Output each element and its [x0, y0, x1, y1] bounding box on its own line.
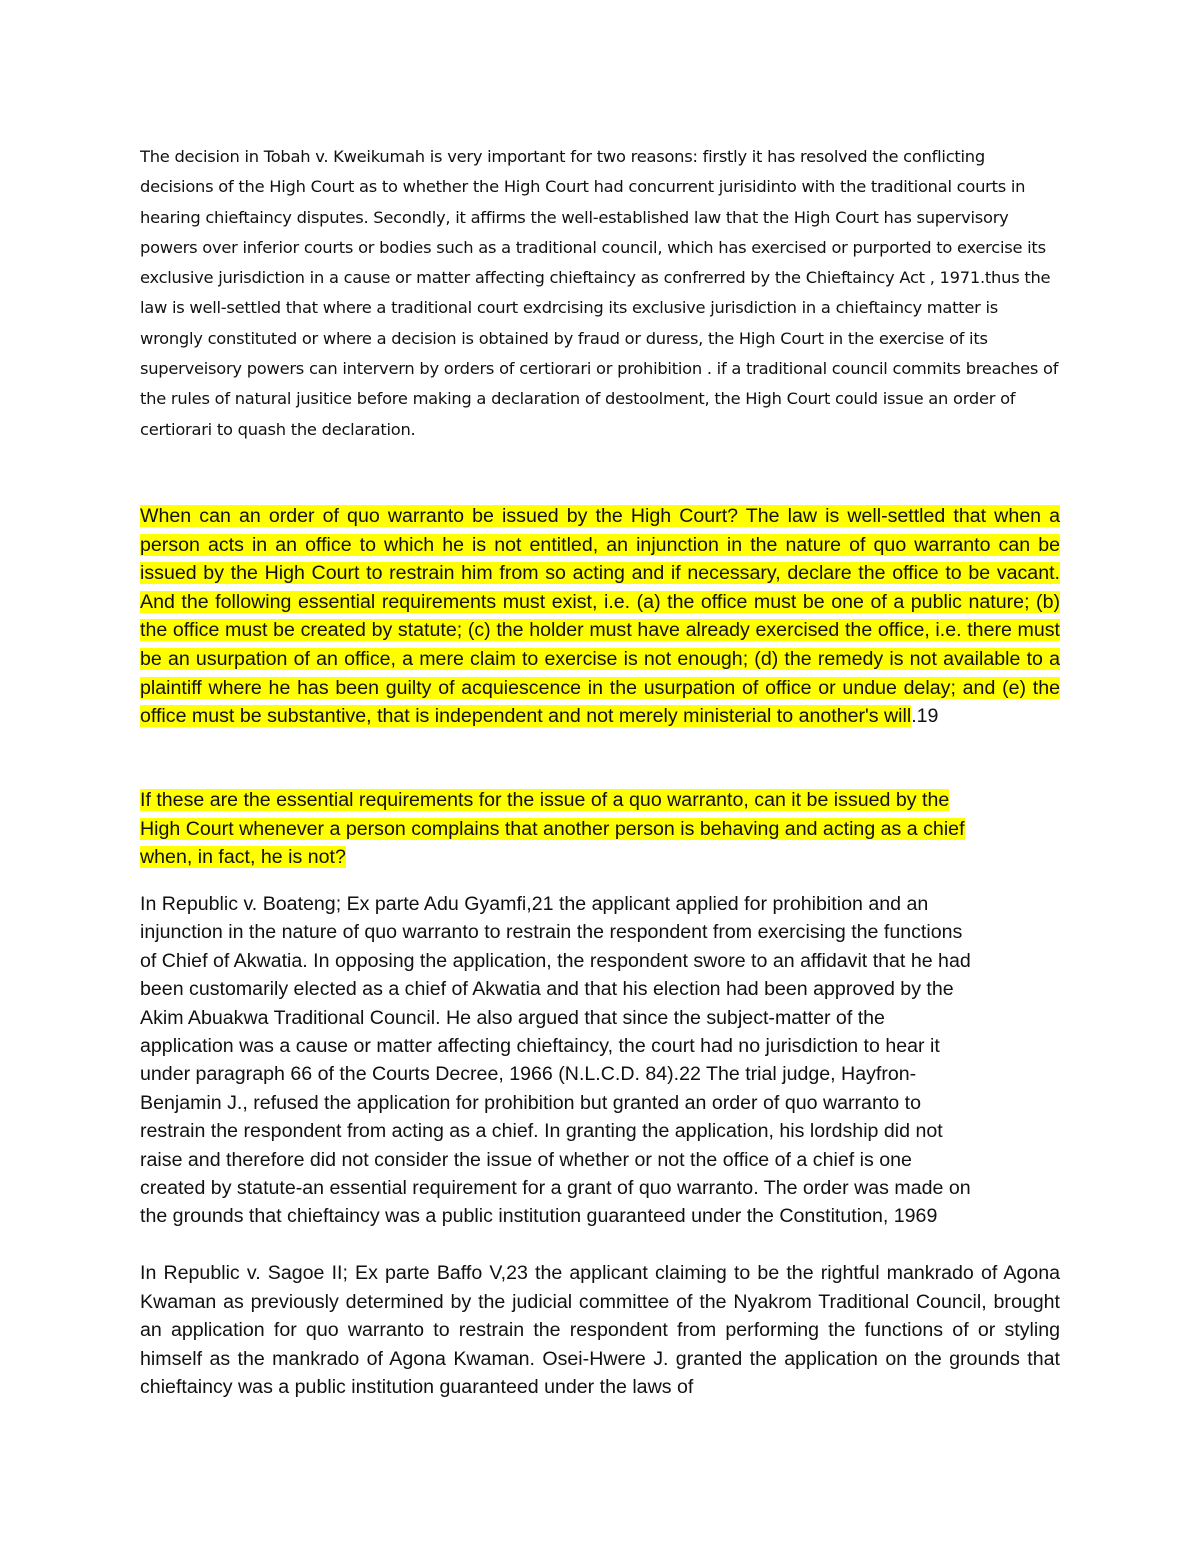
text-line [140, 815, 1060, 844]
text-line: application was a cause or matter affecting chieftaincy, the court had no jurisdiction to hear it [140, 1035, 940, 1058]
paragraph-quo-warranto-question [140, 786, 1060, 872]
highlighted-text: If these are the essential requirements for the issue of a quo warranto, can it be issued by the [140, 789, 950, 811]
footnote-reference: .19 [911, 705, 939, 728]
highlighted-text: High Court whenever a person complains that another person is behaving and acting as a chief [140, 817, 965, 840]
text-line: of Chief of Akwatia. In opposing the application, the respondent swore to an affidavit that he had [140, 949, 971, 972]
text-line: restrain the respondent from acting as a chief. In granting the application, his lordship did not [140, 1120, 943, 1143]
paragraph-boateng-case [140, 890, 1060, 1231]
text-line: raise and therefore did not consider the issue of whether or not the office of a chief is one [140, 1148, 912, 1171]
paragraph-tobah-decision: The decision in Tobah v. Kweikumah is very important for two reasons: firstly it has resolved the conflicting decisions of the High Court as to whether the High Court had concurrent jurisidinto with the traditional courts in hearing chieftaincy disputes. Secondly, it affirms the well-established law that the High Court has supervisory powers over inferior courts or bodies such as a traditional council, which has exercised or purported to exercise its exclusive jurisdiction in a cause or matter affecting chieftaincy as confrerred by the Chieftaincy Act , 1971.thus the law is well-settled that where a traditional court exdrcising its exclusive jurisdiction in a chieftaincy matter is wrongly constituted or where a decision is obtained by fraud or duress, the High Court in the exercise of its superveisory powers can intervern by orders of certiorari or prohibition . if a traditional council commits breaches of the rules of natural jusitice before making a declaration of destoolment, the High Court could issue an order of certiorari to quash the declaration. [140, 147, 1059, 439]
highlighted-text: When can an order of quo warranto be issued by the High Court? The law is well-settled that when a person acts in an office to which he is not entitled, an injunction in the nature of quo warranto can be issued by the High Court to restrain him from so acting and if necessary, declare the office to be vacant. And the following essential requirements must exist, i.e. (a) the office must be one of a public nature; (b) the office must be created by statute; (c) the holder must have already exercised the office, i.e. there must be an usurpation of an office, a mere claim to exercise is not enough; (d) the remedy is not available to a plaintiff where he has been guilty of acquiescence in the usurpation of office or undue delay; and (e) the office must be substantive, that is independent and not merely ministerial to another's will [140, 505, 1060, 728]
paragraph-quo-warranto-requirements [140, 502, 1060, 731]
text-line [140, 843, 1060, 872]
text-line: In Republic v. Boateng; Ex parte Adu Gyamfi,21 the applicant applied for prohibition and an [140, 893, 929, 915]
text-line: Benjamin J., refused the application for prohibition but granted an order of quo warranto to [140, 1091, 921, 1114]
text-line: Akim Abuakwa Traditional Council. He also argued that since the subject-matter of the [140, 1006, 885, 1029]
text-line: been customarily elected as a chief of Akwatia and that his election had been approved by the [140, 978, 954, 1001]
text-line: under paragraph 66 of the Courts Decree, 1966 (N.L.C.D. 84).22 The trial judge, Hayfron- [140, 1063, 917, 1086]
highlighted-text: when, in fact, he is not? [140, 846, 346, 869]
text-line: the grounds that chieftaincy was a public institution guaranteed under the Constitution, 1969 [140, 1205, 938, 1228]
text-line: injunction in the nature of quo warranto to restrain the respondent from exercising the functions [140, 921, 963, 944]
paragraph-sagoe-case: In Republic v. Sagoe II; Ex parte Baffo V,23 the applicant claiming to be the rightful mankrado of Agona Kwaman as previously determined by the judicial committee of the Nyakrom Traditional Council, brought an application for quo warranto to restrain the respondent from performing the functions of or styling himself as the mankrado of Agona Kwaman. Osei-Hwere J. granted the application on the grounds that chieftaincy was a public institution guaranteed under the laws of [140, 1262, 1060, 1399]
text-line: created by statute-an essential requirement for a grant of quo warranto. The order was made on [140, 1177, 971, 1200]
text-line [140, 786, 1060, 815]
